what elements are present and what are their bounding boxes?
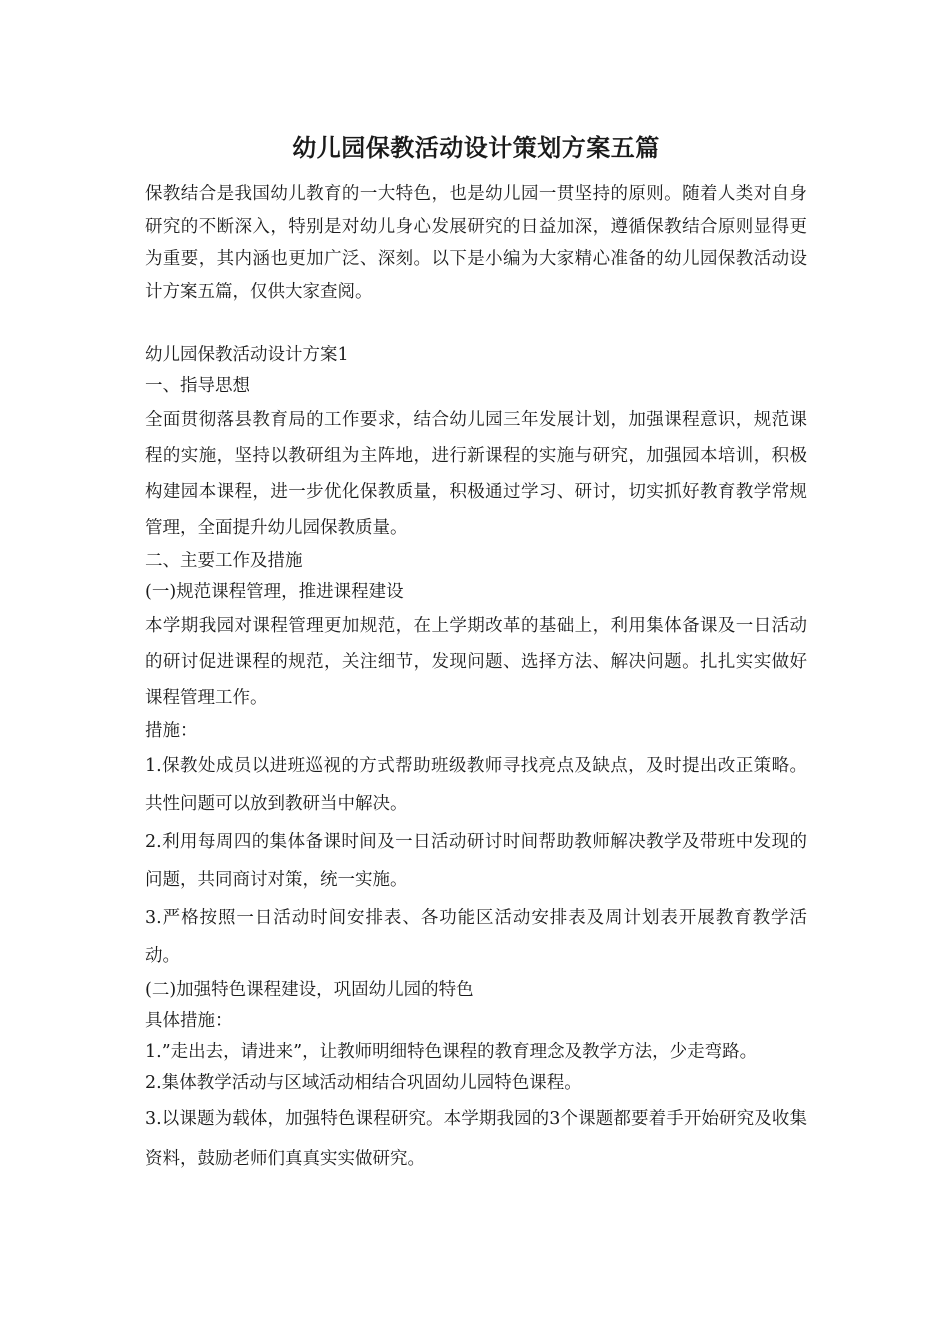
part1-body: 全面贯彻落县教育局的工作要求，结合幼儿园三年发展计划，加强课程意识，规范课程的实施，坚持以教研组为主阵地，进行新课程的实施与研究，加强园本培训，积极构建园本课程，进一步优化保教质量，积极通过学习、研讨，切实抓好教育教学常规管理，全面提升幼儿园保教质量。 [145,410,807,538]
sub1-item-3: 3.严格按照一日活动时间安排表、各功能区活动安排表及周计划表开展教育教学活动。 [145,908,807,966]
sub1-body: 本学期我园对课程管理更加规范，在上学期改革的基础上，利用集体备课及一日活动的研讨促进课程的规范，关注细节，发现问题、选择方法、解决问题。扎扎实实做好课程管理工作。 [145,616,807,708]
document-title: 幼儿园保教活动设计策划方案五篇 [292,133,660,162]
sub2-item-2: 2.集体教学活动与区域活动相结合巩固幼儿园特色课程。 [145,1073,582,1093]
sub1-item-1: 1.保教处成员以进班巡视的方式帮助班级教师寻找亮点及缺点，及时提出改正策略。共性问题可以放到教研当中解决。 [145,756,807,814]
sub2-item-3: 3.以课题为载体，加强特色课程研究。本学期我园的3个课题都要着手开始研究及收集资料，鼓励老师们真真实实做研究。 [145,1109,807,1169]
intro-paragraph: 保教结合是我国幼儿教育的一大特色，也是幼儿园一贯坚持的原则。随着人类对自身研究的不断深入，特别是对幼儿身心发展研究的日益加深，遵循保教结合原则显得更为重要，其内涵也更加广泛、深刻。以下是小编为大家精心准备的幼儿园保教活动设计方案五篇，仅供大家查阅。 [145,184,807,302]
document-page [145,128,807,1179]
part1-heading: 一、指导思想 [145,376,250,396]
sub2-measures-label: 具体措施： [145,1011,233,1031]
paragraph-gap [145,308,807,340]
part2-heading: 二、主要工作及措施 [145,551,303,571]
sub1-heading: (一)规范课程管理，推进课程建设 [145,582,404,602]
sub2-item-1: 1.”走出去，请进来”，让教师明细特色课程的教育理念及教学方法，少走弯路。 [145,1042,758,1062]
section-heading: 幼儿园保教活动设计方案1 [145,345,349,365]
sub1-item-2: 2.利用每周四的集体备课时间及一日活动研讨时间帮助教师解决教学及带班中发现的问题，共同商讨对策，统一实施。 [145,832,807,890]
sub1-measures-label: 措施： [145,721,198,741]
sub2-heading: (二)加强特色课程建设，巩固幼儿园的特色 [145,980,474,1000]
